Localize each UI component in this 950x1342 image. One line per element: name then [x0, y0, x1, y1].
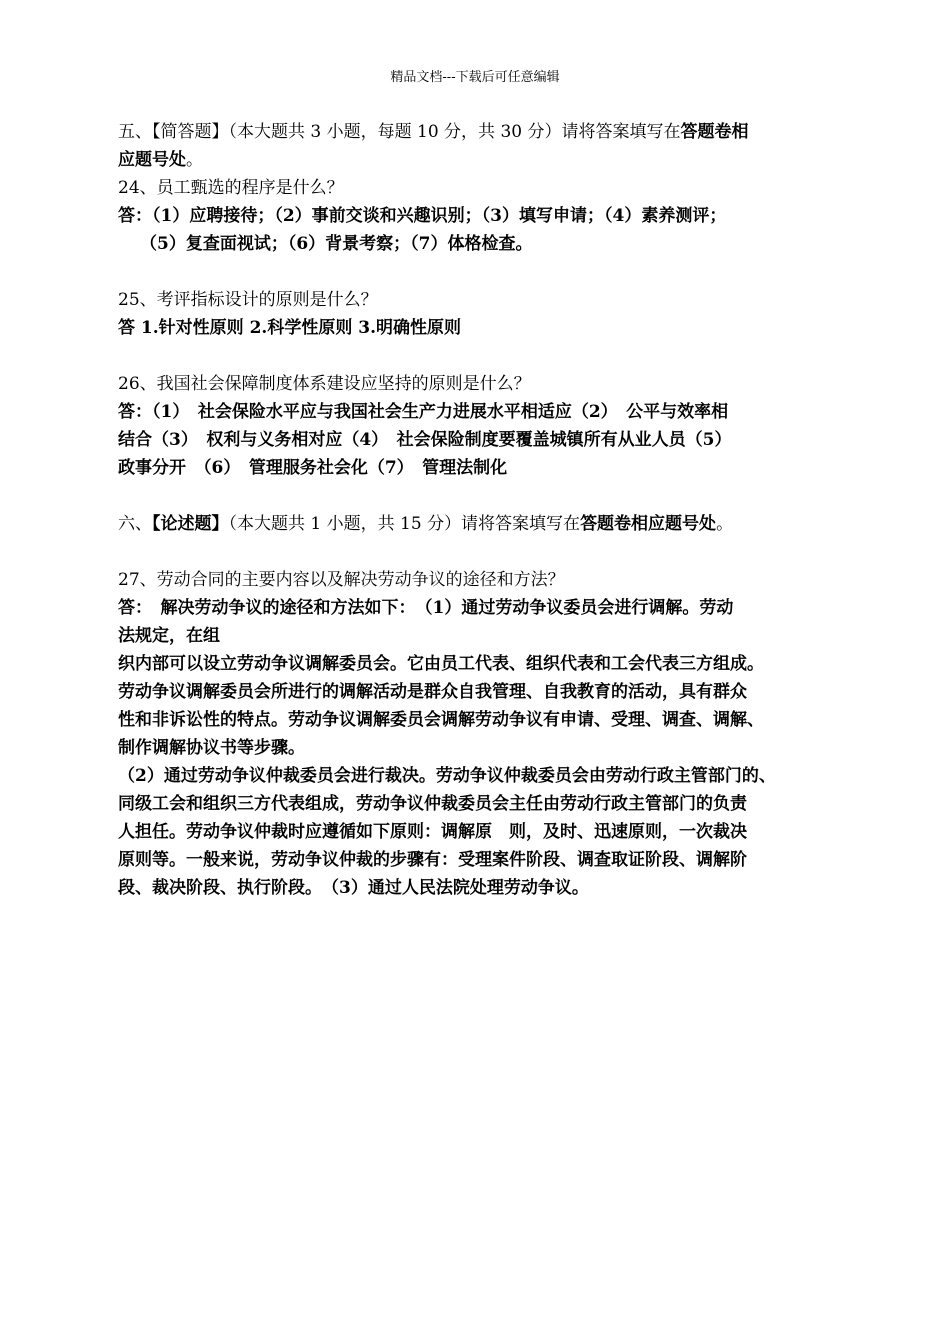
section6-title-text: （本大题共 1 小题，共 15 分）请将答案填写在: [228, 514, 581, 534]
q27-answer-line: 人担任。劳动争议仲裁时应遵循如下原则：调解原 则，及时、迅速原则，一次裁决: [118, 822, 747, 842]
spacer: [118, 342, 848, 370]
q27-answer-line: 织内部可以设立劳动争议调解委员会。它由员工代表、组织代表和工会代表三方组成。: [118, 654, 764, 674]
section5-title-text: 五、【简答题】（本大题共 3 小题，每题 10 分，共 30 分）请将答案填写在: [118, 122, 681, 142]
section5-title-line2: [118, 146, 848, 174]
q24-answer-line1: 答：（1）应聘接待；（2）事前交谈和兴趣识别；（3）填写申请；（4）素养测评；: [118, 206, 727, 226]
q27-question: 27、劳动合同的主要内容以及解决劳动争议的途径和方法？: [118, 570, 565, 590]
q25-question: 25、考评指标设计的原则是什么？: [118, 290, 378, 310]
q24-answer-line2: （5）复查面视试；（6）背景考察；（7）体格检查。: [140, 234, 533, 254]
q27-answer-line: 法规定，在组: [118, 626, 220, 646]
section6-title-bold: 答题卷相应题号处: [580, 514, 717, 534]
q27-answer-line: 原则等。一般来说，劳动争议仲裁的步骤有：受理案件阶段、调查取证阶段、调解阶: [118, 850, 747, 870]
section6-title-prefix: 六、: [118, 514, 152, 534]
spacer: [118, 258, 848, 286]
q26-answer-line3: 政事分开 （6） 管理服务社会化（7） 管理法制化: [118, 458, 508, 478]
q27-answer-line: 制作调解协议书等步骤。: [118, 738, 305, 758]
section5-title: [118, 118, 848, 146]
q27-answer-line: 同级工会和组织三方代表组成，劳动争议仲裁委员会主任由劳动行政主管部门的负责: [118, 794, 747, 814]
section6-title: [118, 510, 848, 538]
q27-answer-line: 答： 解决劳动争议的途径和方法如下： （1）通过劳动争议委员会进行调解。劳动: [118, 598, 734, 618]
q27-answer-line: （2）通过劳动争议仲裁委员会进行裁决。劳动争议仲裁委员会由劳动行政主管部门的、: [118, 766, 776, 786]
q26-answer-line1: 答：（1） 社会保险水平应与我国社会生产力进展水平相适应（2） 公平与效率相: [118, 402, 729, 422]
spacer: [118, 482, 848, 510]
document-body: [118, 118, 848, 902]
q25-answer: 答 1.针对性原则 2.科学性原则 3.明确性原则: [118, 318, 461, 338]
section6-title-end: 。: [716, 514, 734, 534]
section5-title-end: 。: [186, 150, 203, 170]
q26-question: 26、我国社会保障制度体系建设应坚持的原则是什么？: [118, 374, 531, 394]
q27-answer-line: 段、裁决阶段、执行阶段。 （3）通过人民法院处理劳动争议。: [118, 878, 589, 898]
section5-title-bold-2: 应题号处: [118, 150, 186, 170]
spacer: [118, 538, 848, 566]
q26-answer-line2: 结合（3） 权利与义务相对应（4） 社会保险制度要覆盖城镇所有从业人员（5）: [118, 430, 732, 450]
section6-title-bracket: 【论述题】: [152, 514, 229, 534]
section5-title-bold: 答题卷相: [680, 122, 749, 142]
page-header: 精品文档---下载后可任意编辑: [390, 70, 560, 85]
q27-answer-line: 性和非诉讼性的特点。劳动争议调解委员会调解劳动争议有申请、受理、调查、调解、: [118, 710, 764, 730]
q24-question: 24、员工甄选的程序是什么？: [118, 178, 344, 198]
q27-answer-line: 劳动争议调解委员会所进行的调解活动是群众自我管理、自我教育的活动，具有群众: [118, 682, 747, 702]
